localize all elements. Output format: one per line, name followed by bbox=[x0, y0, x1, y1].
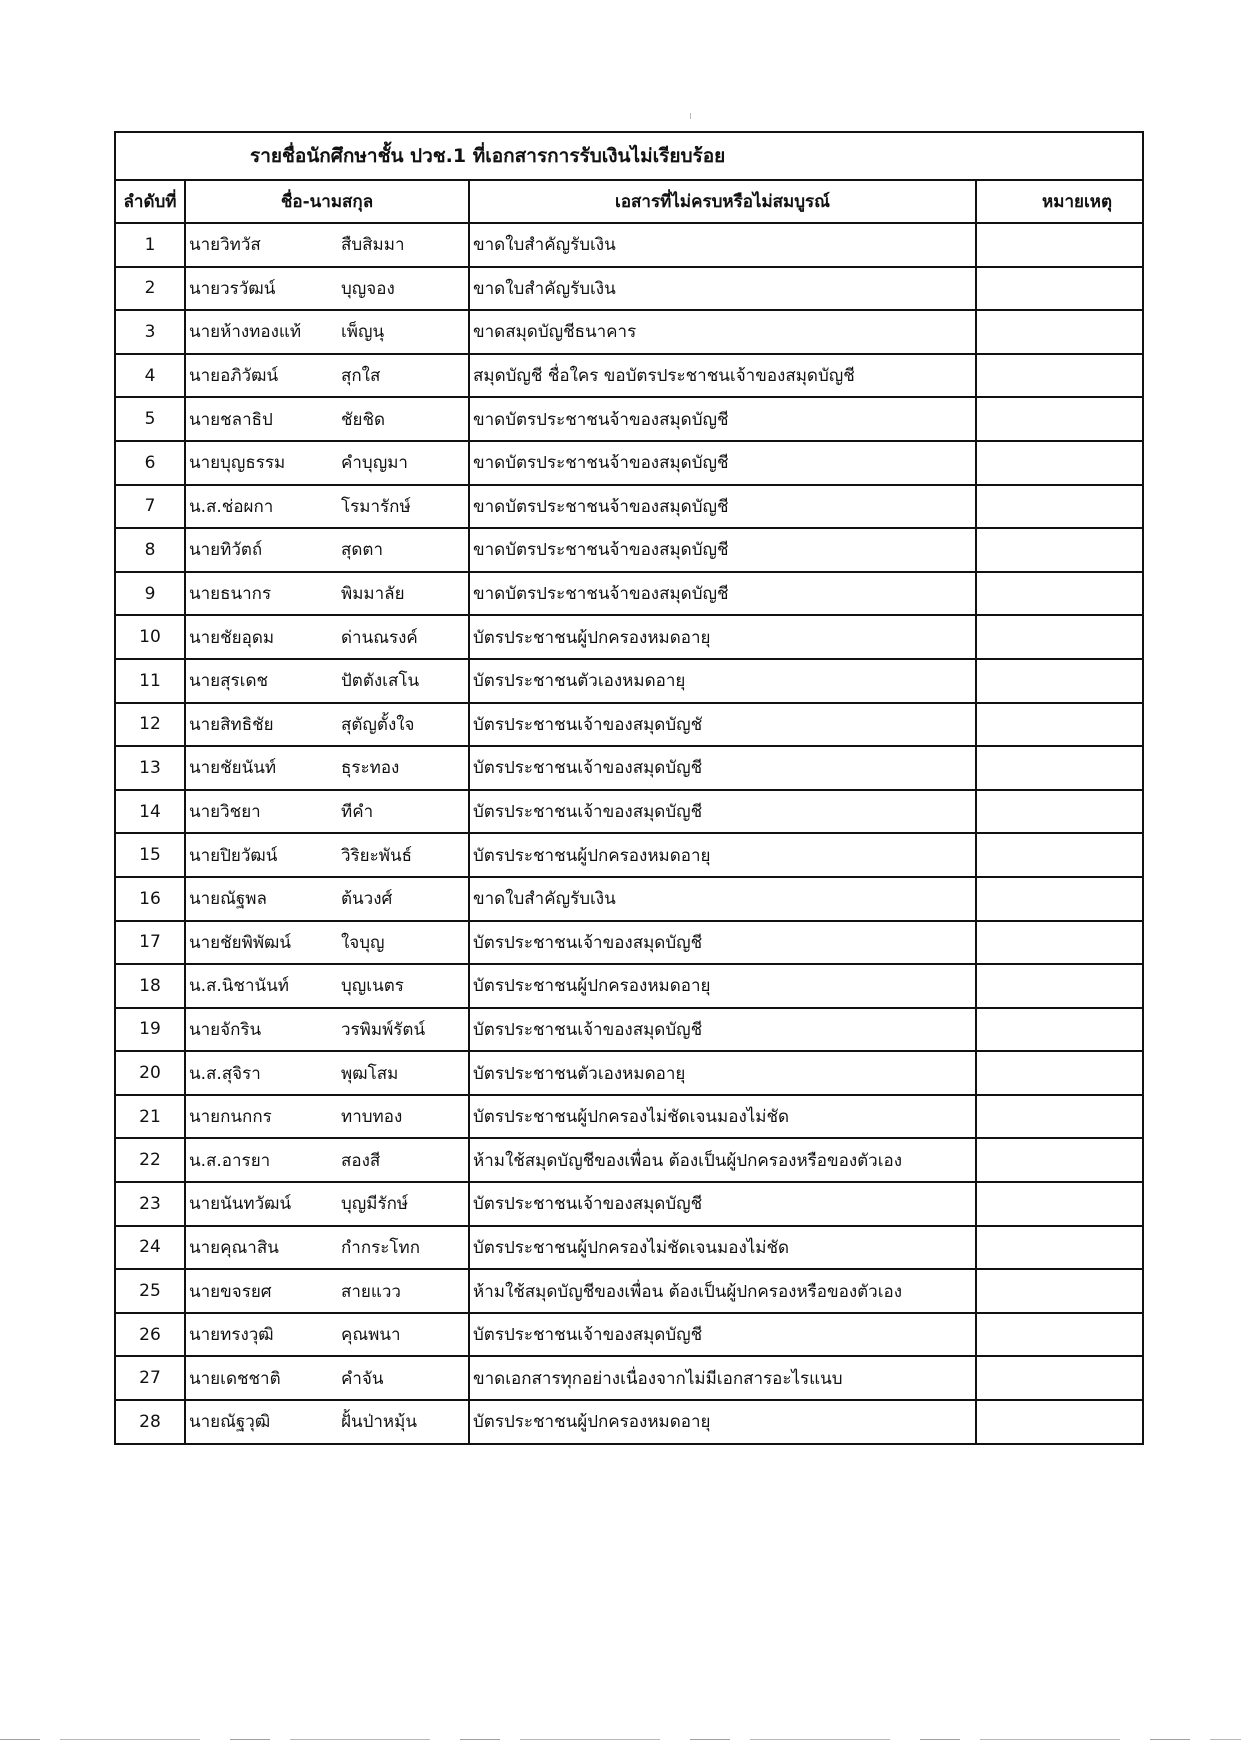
missing-document: ขาดบัตรประชาชนจ้าของสมุดบัญชี bbox=[469, 528, 976, 572]
header-name: ชื่อ-นามสกุล bbox=[185, 180, 469, 223]
last-name: ด่านณรงค์ bbox=[341, 627, 418, 648]
table-row bbox=[115, 572, 1143, 616]
first-name: นายทรงวุฒิ bbox=[189, 1325, 274, 1346]
missing-document: ขาดบัตรประชาชนจ้าของสมุดบัญชี bbox=[469, 572, 976, 616]
row-number: 15 bbox=[115, 833, 185, 877]
last-name: พุฒโสม bbox=[341, 1063, 399, 1084]
row-number: 2 bbox=[115, 267, 185, 311]
header-no: ลำดับที่ bbox=[115, 180, 185, 223]
remark bbox=[976, 1138, 1143, 1182]
student-name bbox=[185, 528, 469, 572]
remark bbox=[976, 267, 1143, 311]
student-name bbox=[185, 1356, 469, 1400]
missing-document: ขาดใบสำคัญรับเงิน bbox=[469, 877, 976, 921]
student-name bbox=[185, 441, 469, 485]
table-row bbox=[115, 1182, 1143, 1226]
missing-document: ขาดบัตรประชาชนจ้าของสมุดบัญชี bbox=[469, 485, 976, 529]
student-name bbox=[185, 1269, 469, 1313]
student-document-table bbox=[114, 131, 1144, 1445]
first-name: นายชลาธิป bbox=[189, 409, 273, 430]
last-name: ทีคำ bbox=[341, 802, 374, 823]
table-row bbox=[115, 1356, 1143, 1400]
first-name: นายห้างทองแท้ bbox=[189, 322, 302, 343]
last-name: ชัยชิด bbox=[341, 409, 386, 430]
remark bbox=[976, 1269, 1143, 1313]
header-remark: หมายเหตุ bbox=[976, 180, 1143, 223]
row-number: 24 bbox=[115, 1226, 185, 1270]
table-row bbox=[115, 1051, 1143, 1095]
missing-document: บัตรประชาชนผู้ปกครองหมดอายุ bbox=[469, 964, 976, 1008]
remark bbox=[976, 354, 1143, 398]
student-name bbox=[185, 703, 469, 747]
student-name bbox=[185, 310, 469, 354]
remark bbox=[976, 659, 1143, 703]
row-number: 20 bbox=[115, 1051, 185, 1095]
table-row bbox=[115, 354, 1143, 398]
first-name: นายเดชชาติ bbox=[189, 1368, 281, 1389]
table-row bbox=[115, 1226, 1143, 1270]
remark bbox=[976, 790, 1143, 834]
student-name bbox=[185, 1226, 469, 1270]
last-name: โรมารักษ์ bbox=[341, 496, 411, 517]
last-name: ใจบุญ bbox=[341, 932, 385, 953]
missing-document: บัตรประชาชนเจ้าของสมุดบัญชี bbox=[469, 1008, 976, 1052]
remark bbox=[976, 310, 1143, 354]
student-name bbox=[185, 921, 469, 965]
missing-document: บัตรประชาชนผู้ปกครองไม่ชัดเจนมองไม่ชัด bbox=[469, 1095, 976, 1139]
table-row bbox=[115, 1400, 1143, 1444]
missing-document: ขาดเอกสารทุกอย่างเนื่องจากไม่มีเอกสารอะไรแนบ bbox=[469, 1356, 976, 1400]
student-name bbox=[185, 572, 469, 616]
first-name: น.ส.สุจิรา bbox=[189, 1063, 261, 1084]
row-number: 13 bbox=[115, 746, 185, 790]
last-name: พิมมาลัย bbox=[341, 584, 405, 605]
remark bbox=[976, 1182, 1143, 1226]
table-row bbox=[115, 223, 1143, 267]
student-name bbox=[185, 746, 469, 790]
row-number: 21 bbox=[115, 1095, 185, 1139]
first-name: นายอภิวัฒน์ bbox=[189, 366, 279, 387]
first-name: นายบุญธรรม bbox=[189, 453, 286, 474]
remark bbox=[976, 485, 1143, 529]
missing-document: บัตรประชาชนผู้ปกครองหมดอายุ bbox=[469, 1400, 976, 1444]
table-row bbox=[115, 1095, 1143, 1139]
remark bbox=[976, 572, 1143, 616]
student-name bbox=[185, 1313, 469, 1357]
student-name bbox=[185, 267, 469, 311]
row-number: 5 bbox=[115, 397, 185, 441]
row-number: 23 bbox=[115, 1182, 185, 1226]
last-name: สองสี bbox=[341, 1150, 381, 1171]
table-row bbox=[115, 1008, 1143, 1052]
first-name: น.ส.ช่อผกา bbox=[189, 496, 274, 517]
missing-document: บัตรประชาชนเจ้าของสมุดบัญชั bbox=[469, 703, 976, 747]
table-row bbox=[115, 485, 1143, 529]
last-name: วรพิมพ์รัตน์ bbox=[341, 1019, 426, 1040]
last-name: คุณพนา bbox=[341, 1325, 401, 1346]
row-number: 3 bbox=[115, 310, 185, 354]
remark bbox=[976, 1008, 1143, 1052]
remark bbox=[976, 746, 1143, 790]
remark bbox=[976, 615, 1143, 659]
first-name: นายสุรเดช bbox=[189, 671, 269, 692]
remark bbox=[976, 1400, 1143, 1444]
missing-document: บัตรประชาชนตัวเองหมดอายุ bbox=[469, 659, 976, 703]
first-name: นายวิชยา bbox=[189, 802, 261, 823]
row-number: 11 bbox=[115, 659, 185, 703]
student-name bbox=[185, 1400, 469, 1444]
remark bbox=[976, 1356, 1143, 1400]
first-name: นายทิวัตถ์ bbox=[189, 540, 263, 561]
student-name bbox=[185, 485, 469, 529]
table-row bbox=[115, 703, 1143, 747]
last-name: บุญเนตร bbox=[341, 976, 404, 997]
first-name: นายกนกกร bbox=[189, 1107, 272, 1128]
student-name bbox=[185, 354, 469, 398]
missing-document: บัตรประชาชนเจ้าของสมุดบัญชี bbox=[469, 1313, 976, 1357]
header-row bbox=[115, 180, 1143, 223]
missing-document: บัตรประชาชนตัวเองหมดอายุ bbox=[469, 1051, 976, 1095]
student-name bbox=[185, 397, 469, 441]
missing-document: ห้ามใช้สมุดบัญชีของเพื่อน ต้องเป็นผู้ปกครองหรือของตัวเอง bbox=[469, 1138, 976, 1182]
first-name: น.ส.อารยา bbox=[189, 1150, 271, 1171]
last-name: ปัตตังเสโน bbox=[341, 671, 420, 692]
first-name: นายสิทธิชัย bbox=[189, 714, 274, 735]
missing-document: สมุดบัญชี ชื่อใคร ขอบัตรประชาชนเจ้าของสมุดบัญชี bbox=[469, 354, 976, 398]
row-number: 16 bbox=[115, 877, 185, 921]
row-number: 27 bbox=[115, 1356, 185, 1400]
scan-mark bbox=[690, 113, 691, 119]
scan-artifact-line bbox=[0, 1739, 1241, 1740]
table-row bbox=[115, 441, 1143, 485]
table-row bbox=[115, 964, 1143, 1008]
student-name bbox=[185, 877, 469, 921]
missing-document: บัตรประชาชนเจ้าของสมุดบัญชี bbox=[469, 921, 976, 965]
last-name: ธุระทอง bbox=[341, 758, 400, 779]
table-row bbox=[115, 397, 1143, 441]
first-name: นายณัฐพล bbox=[189, 889, 267, 910]
first-name: นายธนากร bbox=[189, 584, 272, 605]
row-number: 7 bbox=[115, 485, 185, 529]
first-name: นายชัยพิพัฒน์ bbox=[189, 932, 292, 953]
table-row bbox=[115, 1313, 1143, 1357]
last-name: คำจัน bbox=[341, 1368, 384, 1389]
last-name: ฝั้นป่าหมุ้น bbox=[341, 1412, 417, 1433]
remark bbox=[976, 833, 1143, 877]
table-row bbox=[115, 310, 1143, 354]
last-name: สืบสิมมา bbox=[341, 235, 405, 256]
student-name bbox=[185, 790, 469, 834]
row-number: 28 bbox=[115, 1400, 185, 1444]
missing-document: ขาดใบสำคัญรับเงิน bbox=[469, 267, 976, 311]
table-row bbox=[115, 790, 1143, 834]
missing-document: ขาดใบสำคัญรับเงิน bbox=[469, 223, 976, 267]
last-name: สุดตา bbox=[341, 540, 384, 561]
last-name: บุญมีรักษ์ bbox=[341, 1194, 409, 1215]
missing-document: บัตรประชาชนผู้ปกครองไม่ชัดเจนมองไม่ชัด bbox=[469, 1226, 976, 1270]
student-name bbox=[185, 615, 469, 659]
student-name bbox=[185, 1138, 469, 1182]
table-row bbox=[115, 615, 1143, 659]
missing-document: ขาดบัตรประชาชนจ้าของสมุดบัญชี bbox=[469, 441, 976, 485]
row-number: 17 bbox=[115, 921, 185, 965]
row-number: 18 bbox=[115, 964, 185, 1008]
first-name: นายปิยวัฒน์ bbox=[189, 845, 278, 866]
row-number: 10 bbox=[115, 615, 185, 659]
student-name bbox=[185, 1051, 469, 1095]
first-name: นายชัยนันท์ bbox=[189, 758, 277, 779]
table-row bbox=[115, 1269, 1143, 1313]
student-name bbox=[185, 223, 469, 267]
missing-document: บัตรประชาชนเจ้าของสมุดบัญชี bbox=[469, 790, 976, 834]
table-row bbox=[115, 659, 1143, 703]
table-row bbox=[115, 528, 1143, 572]
row-number: 9 bbox=[115, 572, 185, 616]
remark bbox=[976, 223, 1143, 267]
first-name: นายนันทวัฒน์ bbox=[189, 1194, 292, 1215]
table-row bbox=[115, 746, 1143, 790]
student-name bbox=[185, 1095, 469, 1139]
remark bbox=[976, 1313, 1143, 1357]
first-name: นายวรวัฒน์ bbox=[189, 278, 276, 299]
remark bbox=[976, 877, 1143, 921]
remark bbox=[976, 528, 1143, 572]
row-number: 6 bbox=[115, 441, 185, 485]
missing-document: บัตรประชาชนเจ้าของสมุดบัญชี bbox=[469, 1182, 976, 1226]
table-row bbox=[115, 877, 1143, 921]
last-name: สุกใส bbox=[341, 366, 381, 387]
row-number: 19 bbox=[115, 1008, 185, 1052]
student-name bbox=[185, 659, 469, 703]
remark bbox=[976, 1051, 1143, 1095]
row-number: 14 bbox=[115, 790, 185, 834]
remark bbox=[976, 1095, 1143, 1139]
last-name: บุญจอง bbox=[341, 278, 395, 299]
missing-document: ขาดบัตรประชาชนจ้าของสมุดบัญชี bbox=[469, 397, 976, 441]
table-row bbox=[115, 833, 1143, 877]
last-name: ต้นวงศ์ bbox=[341, 889, 393, 910]
last-name: สายแวว bbox=[341, 1281, 401, 1302]
remark bbox=[976, 1226, 1143, 1270]
row-number: 26 bbox=[115, 1313, 185, 1357]
first-name: นายขจรยศ bbox=[189, 1281, 272, 1302]
first-name: นายชัยอุดม bbox=[189, 627, 275, 648]
table-row bbox=[115, 1138, 1143, 1182]
row-number: 8 bbox=[115, 528, 185, 572]
student-name bbox=[185, 964, 469, 1008]
remark bbox=[976, 397, 1143, 441]
missing-document: ขาดสมุดบัญชีธนาคาร bbox=[469, 310, 976, 354]
first-name: นายจักริน bbox=[189, 1019, 262, 1040]
student-name bbox=[185, 833, 469, 877]
table-row bbox=[115, 267, 1143, 311]
row-number: 22 bbox=[115, 1138, 185, 1182]
header-documents: เอสารที่ไม่ครบหรือไม่สมบูรณ์ bbox=[469, 180, 976, 223]
table-row bbox=[115, 921, 1143, 965]
last-name: กำกระโทก bbox=[341, 1237, 421, 1258]
first-name: นายณัฐวุฒิ bbox=[189, 1412, 271, 1433]
first-name: นายคุณาสิน bbox=[189, 1237, 279, 1258]
missing-document: บัตรประชาชนผู้ปกครองหมดอายุ bbox=[469, 615, 976, 659]
remark bbox=[976, 441, 1143, 485]
table-body bbox=[115, 223, 1143, 1444]
first-name: นายวิทวัส bbox=[189, 235, 261, 256]
student-name bbox=[185, 1182, 469, 1226]
row-number: 12 bbox=[115, 703, 185, 747]
remark bbox=[976, 703, 1143, 747]
row-number: 4 bbox=[115, 354, 185, 398]
last-name: ทาบทอง bbox=[341, 1107, 403, 1128]
last-name: สุตัญตั้งใจ bbox=[341, 714, 415, 735]
remark bbox=[976, 964, 1143, 1008]
row-number: 1 bbox=[115, 223, 185, 267]
table-title: รายชื่อนักศึกษาชั้น ปวช.1 ที่เอกสารการรับเงินไม่เรียบร้อย bbox=[115, 132, 1143, 180]
row-number: 25 bbox=[115, 1269, 185, 1313]
missing-document: บัตรประชาชนผู้ปกครองหมดอายุ bbox=[469, 833, 976, 877]
student-name bbox=[185, 1008, 469, 1052]
last-name: คำบุญมา bbox=[341, 453, 408, 474]
remark bbox=[976, 921, 1143, 965]
last-name: เพ็ญนุ bbox=[341, 322, 385, 343]
missing-document: บัตรประชาชนเจ้าของสมุดบัญชี bbox=[469, 746, 976, 790]
last-name: วิริยะพันธ์ bbox=[341, 845, 412, 866]
missing-document: ห้ามใช้สมุดบัญชีของเพื่อน ต้องเป็นผู้ปกครองหรือของตัวเอง bbox=[469, 1269, 976, 1313]
first-name: น.ส.นิชานันท์ bbox=[189, 976, 289, 997]
